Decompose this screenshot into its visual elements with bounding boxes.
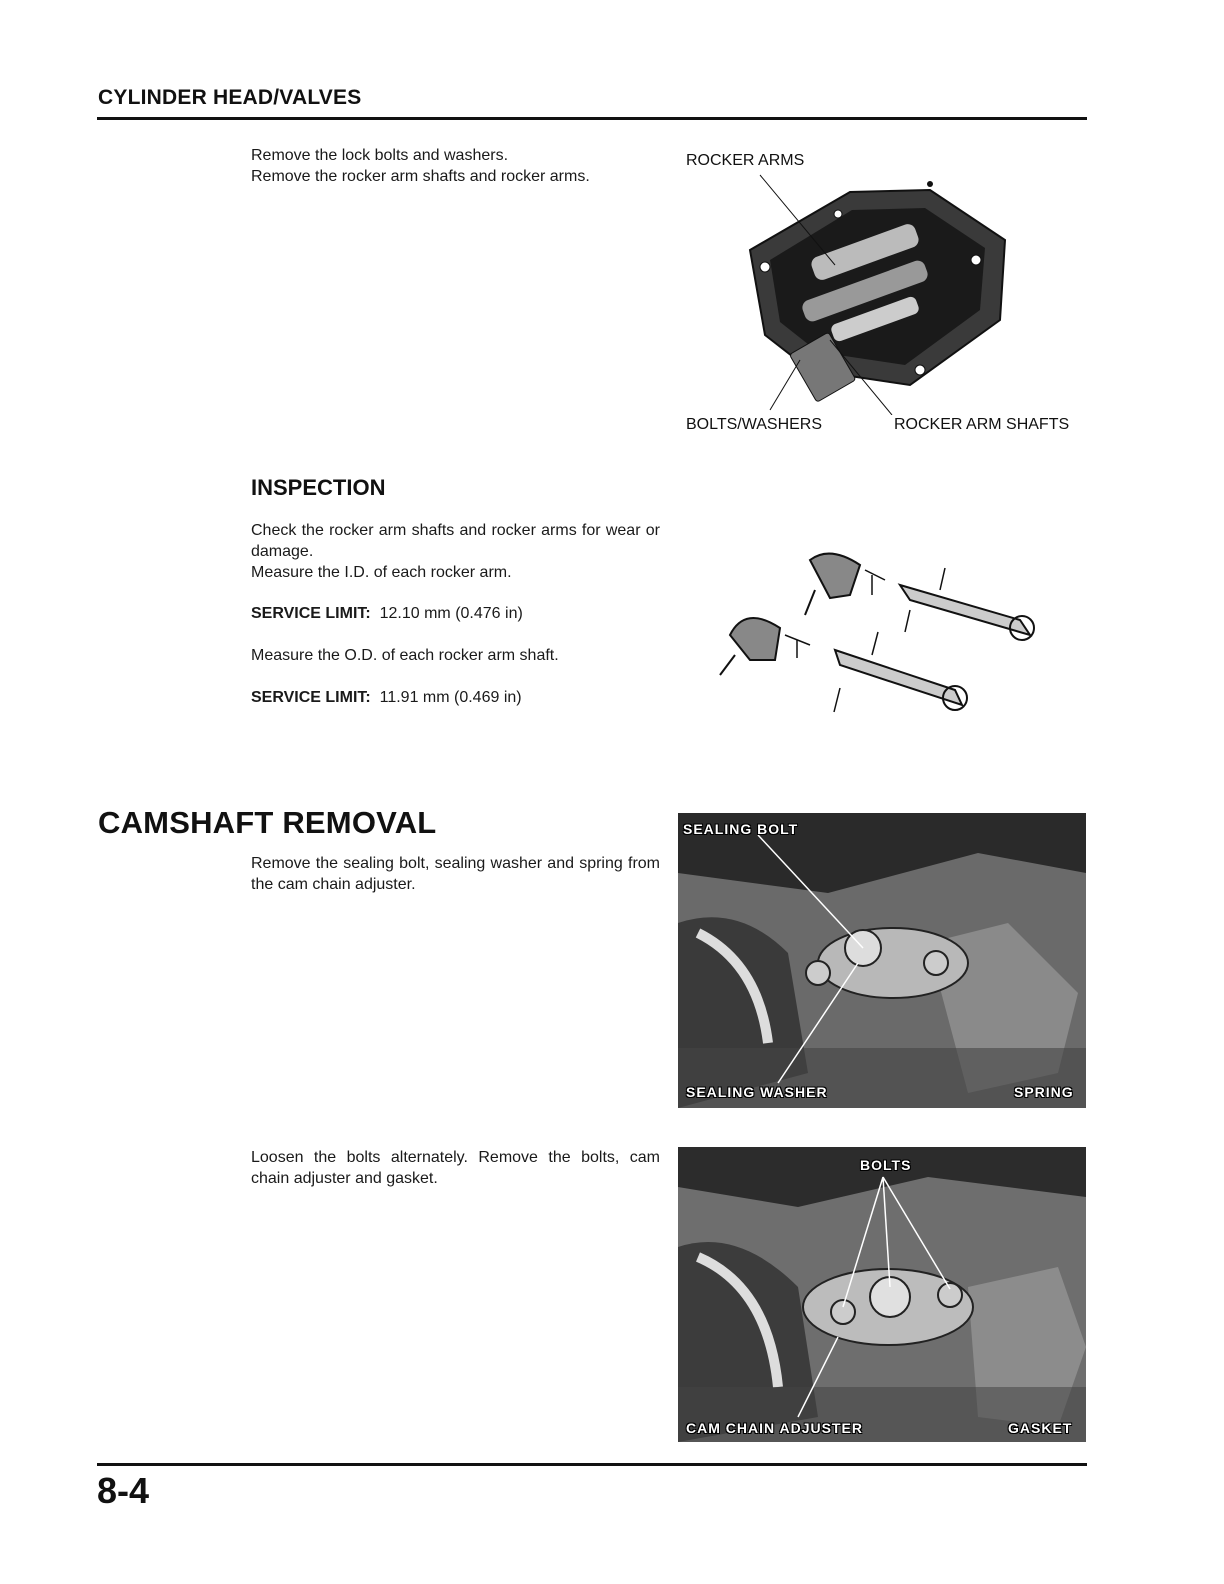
footer-rule: [97, 1463, 1087, 1466]
sealing-bolt-photo: [678, 813, 1086, 1108]
label-sealing-washer: SEALING WASHER: [686, 1084, 828, 1100]
page-header-title: CYLINDER HEAD/VALVES: [98, 86, 362, 109]
inspection-text-3: Measure the O.D. of each rocker arm shaft.: [251, 647, 559, 664]
inspection-text-2: Measure the I.D. of each rocker arm.: [251, 564, 512, 581]
service-limit-2-value: 11.91 mm (0.469 in): [379, 689, 522, 706]
service-limit-1-value: 12.10 mm (0.476 in): [379, 605, 523, 622]
service-limit-1-label: SERVICE LIMIT:: [251, 605, 371, 622]
cylinder-head-illustration: [680, 170, 1090, 415]
service-limit-1: [251, 603, 523, 624]
label-spring: SPRING: [1014, 1084, 1074, 1100]
service-limit-2-label: SERVICE LIMIT:: [251, 689, 371, 706]
label-rocker-arms: ROCKER ARMS: [686, 152, 805, 169]
label-rocker-arm-shafts: ROCKER ARM SHAFTS: [894, 416, 1070, 433]
label-bolts: BOLTS: [860, 1157, 912, 1173]
cam-chain-adjuster-photo: [678, 1147, 1086, 1442]
inspection-text-1: Check the rocker arm shafts and rocker arms for wear or damage.: [251, 522, 660, 560]
header-rule: [97, 117, 1087, 120]
rocker-removal-line-1: Remove the lock bolts and washers.: [251, 147, 509, 164]
label-sealing-bolt: SEALING BOLT: [683, 821, 799, 837]
page-number: 8-4: [97, 1470, 150, 1511]
label-cam-chain-adjuster: CAM CHAIN ADJUSTER: [686, 1420, 863, 1436]
label-gasket: GASKET: [1008, 1420, 1073, 1436]
inspection-heading: INSPECTION: [251, 475, 386, 500]
camshaft-removal-heading: CAMSHAFT REMOVAL: [98, 805, 437, 840]
rocker-measurement-illustration: [700, 540, 1070, 760]
rocker-removal-line-2: Remove the rocker arm shafts and rocker arms.: [251, 168, 590, 185]
camshaft-step-2: Loosen the bolts alternately. Remove the bolts, cam chain adjuster and gasket.: [251, 1149, 660, 1187]
service-limit-2: [251, 687, 522, 708]
camshaft-step-1: Remove the sealing bolt, sealing washer and spring from the cam chain adjuster.: [251, 855, 660, 893]
label-bolts-washers: BOLTS/WASHERS: [686, 416, 823, 433]
rocker-removal-text: [251, 145, 671, 187]
